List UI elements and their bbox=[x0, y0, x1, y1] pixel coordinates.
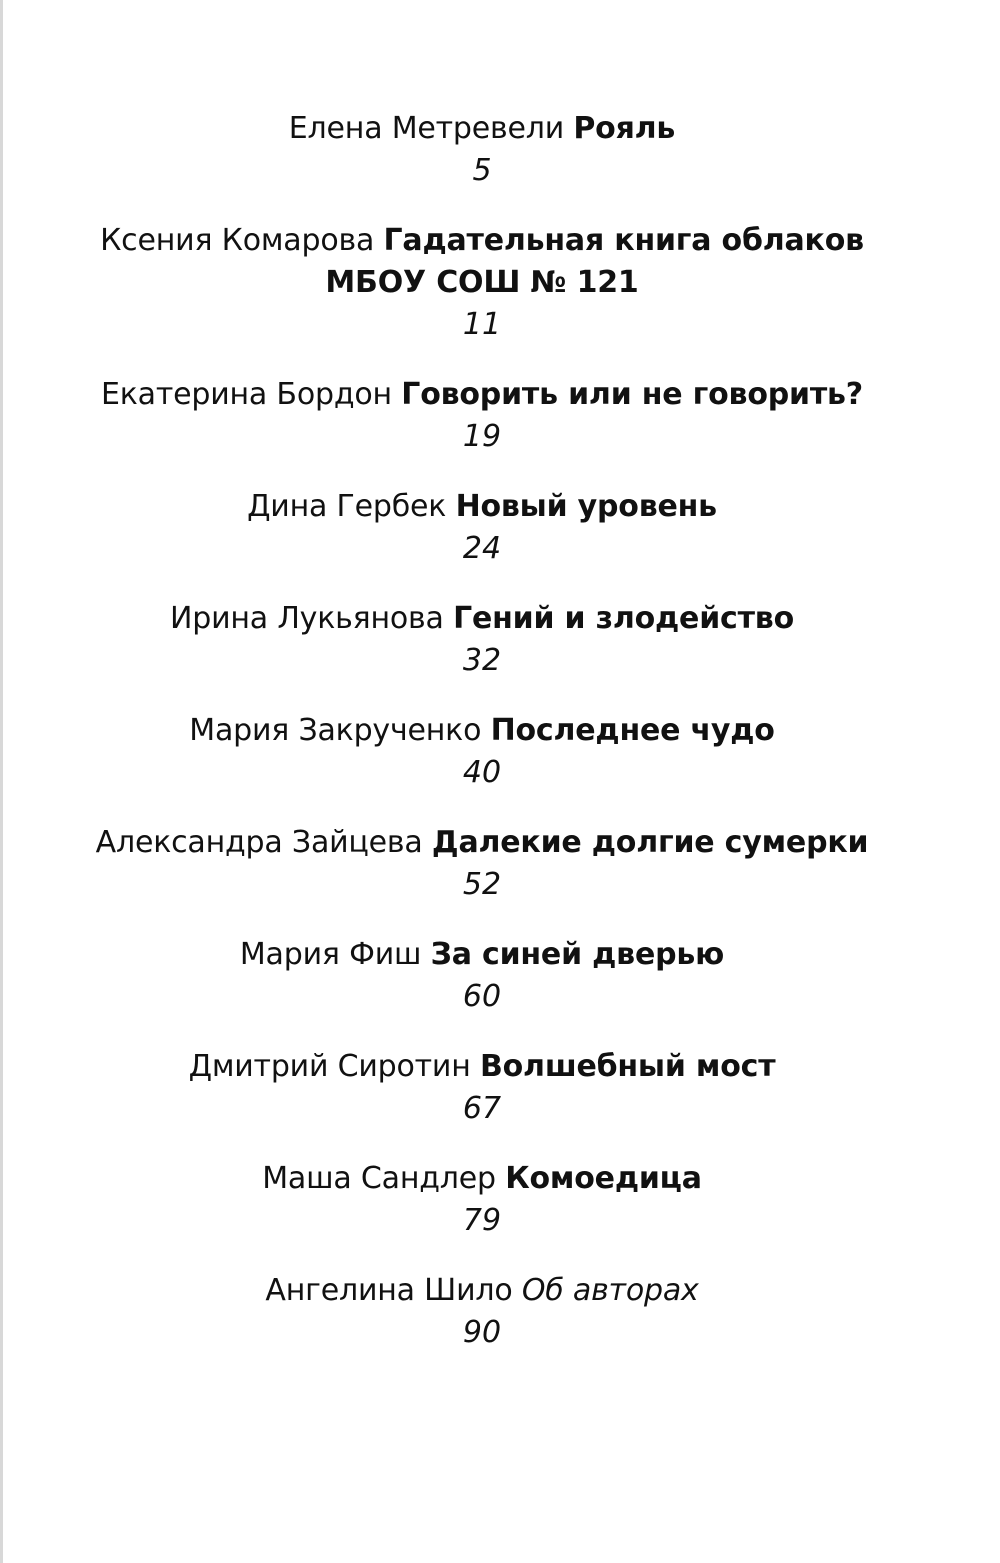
toc-author: Маша Сандлер bbox=[262, 1161, 496, 1196]
toc-entry-line bbox=[0, 598, 964, 640]
toc-entry bbox=[0, 1046, 964, 1130]
toc-entry-line-2 bbox=[0, 262, 964, 304]
toc-page-number: 67 bbox=[462, 1091, 502, 1126]
toc-author: Ангелина Шило bbox=[265, 1273, 513, 1308]
toc-author: Дмитрий Сиротин bbox=[188, 1049, 471, 1084]
toc-title: Рояль bbox=[573, 111, 676, 146]
toc-title-continuation: МБОУ СОШ № 121 bbox=[325, 265, 639, 300]
toc-title: Комоедица bbox=[505, 1161, 702, 1196]
toc-entry-line bbox=[0, 934, 964, 976]
toc-author: Дина Гербек bbox=[247, 489, 447, 524]
table-of-contents bbox=[0, 108, 964, 1354]
toc-title: Гадательная книга облаков bbox=[383, 223, 864, 258]
toc-page-number: 79 bbox=[462, 1203, 502, 1238]
toc-author: Мария Закрученко bbox=[189, 713, 482, 748]
toc-author: Александра Зайцева bbox=[95, 825, 423, 860]
toc-entry bbox=[0, 220, 964, 346]
toc-page-number: 19 bbox=[462, 419, 502, 454]
toc-title: Волшебный мост bbox=[479, 1049, 776, 1084]
toc-entry-line bbox=[0, 710, 964, 752]
toc-entry-line bbox=[0, 1158, 964, 1200]
toc-entry-line bbox=[0, 220, 964, 262]
toc-entry-line bbox=[0, 1046, 964, 1088]
toc-title: Последнее чудо bbox=[490, 713, 775, 748]
toc-entry bbox=[0, 1270, 964, 1354]
toc-page-number: 40 bbox=[462, 755, 502, 790]
toc-entry-line bbox=[0, 374, 964, 416]
toc-page-number: 60 bbox=[462, 979, 502, 1014]
toc-page-number: 32 bbox=[462, 643, 502, 678]
toc-page-number: 52 bbox=[462, 867, 502, 902]
toc-author: Ирина Лукьянова bbox=[170, 601, 444, 636]
toc-entry bbox=[0, 598, 964, 682]
toc-title: Далекие долгие сумерки bbox=[431, 825, 869, 860]
toc-author: Мария Фиш bbox=[239, 937, 422, 972]
toc-entry bbox=[0, 486, 964, 570]
toc-entry-line bbox=[0, 108, 964, 150]
toc-author: Екатерина Бордон bbox=[100, 377, 392, 412]
toc-entry-line bbox=[0, 1270, 964, 1312]
toc-entry bbox=[0, 934, 964, 1018]
toc-page-number: 24 bbox=[462, 531, 502, 566]
toc-author: Елена Метревели bbox=[288, 111, 565, 146]
toc-title: Новый уровень bbox=[455, 489, 717, 524]
toc-entry bbox=[0, 1158, 964, 1242]
toc-entry bbox=[0, 108, 964, 192]
toc-title: Гений и злодейство bbox=[453, 601, 794, 636]
toc-title: Говорить или не говорить? bbox=[401, 377, 864, 412]
toc-page-number: 90 bbox=[462, 1315, 502, 1350]
toc-entry-line bbox=[0, 822, 964, 864]
toc-page-number: 5 bbox=[472, 153, 492, 188]
toc-entry bbox=[0, 374, 964, 458]
toc-entry-line bbox=[0, 486, 964, 528]
toc-title: Об авторах bbox=[521, 1273, 699, 1308]
toc-entry bbox=[0, 822, 964, 906]
toc-page-number: 11 bbox=[462, 307, 502, 342]
toc-title: За синей дверью bbox=[430, 937, 725, 972]
toc-author: Ксения Комарова bbox=[100, 223, 375, 258]
toc-entry bbox=[0, 710, 964, 794]
